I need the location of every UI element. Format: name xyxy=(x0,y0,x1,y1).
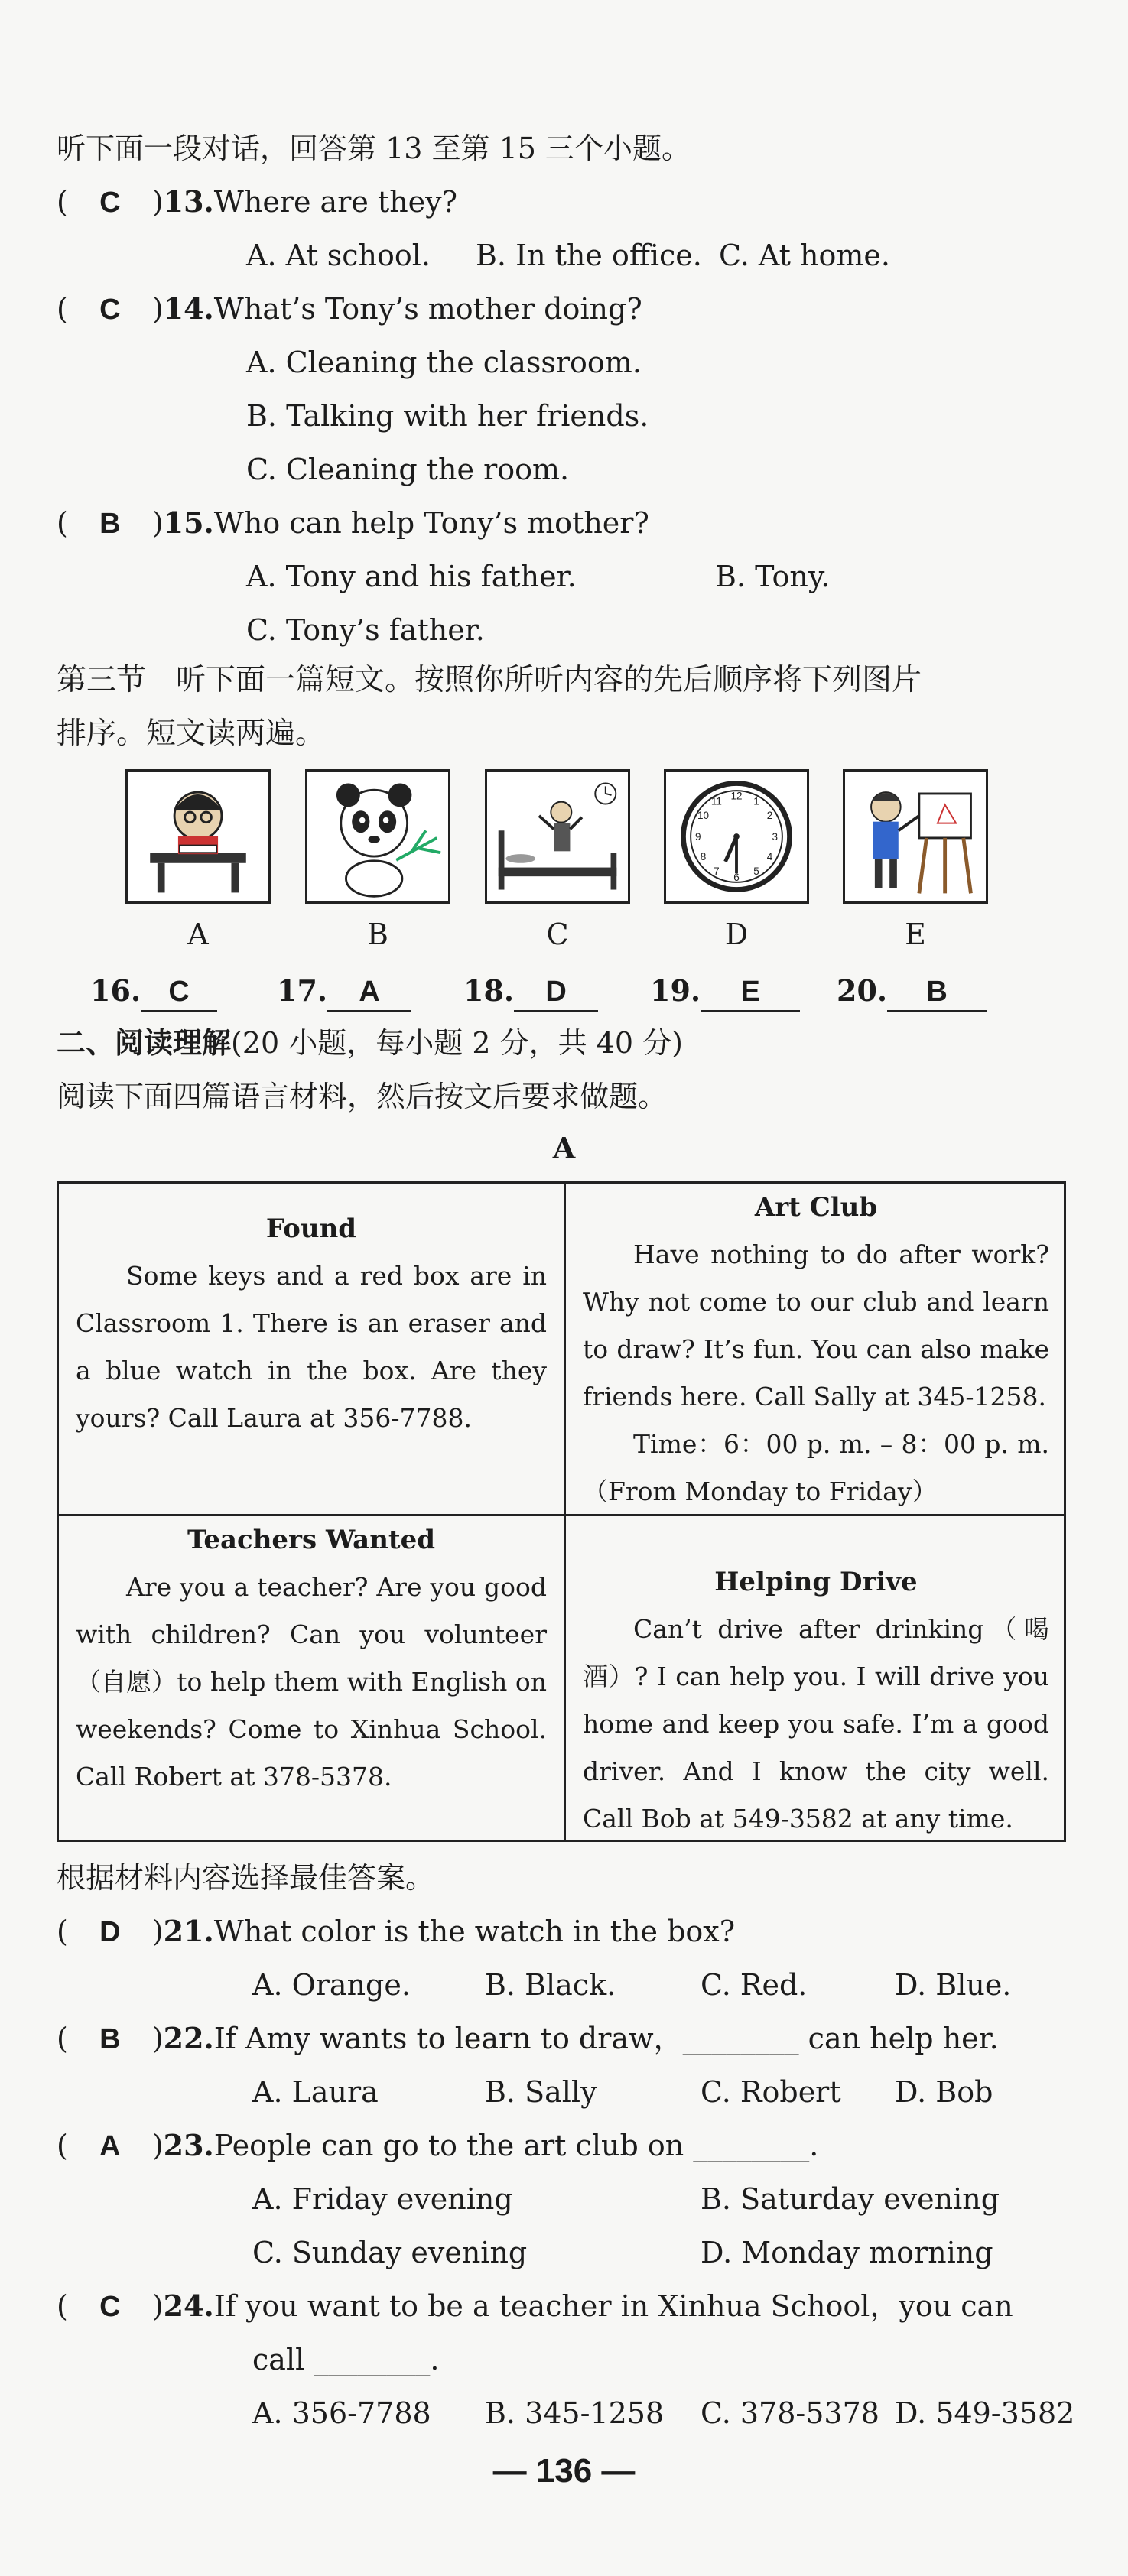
svg-text:10: 10 xyxy=(697,809,710,821)
option-21-c: C. Red. xyxy=(701,1968,808,2002)
section3-intro-line1: 第三节 听下面一篇短文。按照你所听内容的先后顺序将下列图片 xyxy=(57,663,922,697)
reading-instruction: 阅读下面四篇语言材料，然后按文后要求做题。 xyxy=(57,1080,668,1113)
notice-art-club-time: Time：6：00 p. m. – 8：00 p. m.（From Monday to Friday） xyxy=(583,1429,1049,1506)
question-14: ( C )14.What’s Tony’s mother doing? xyxy=(57,291,642,328)
stem-21: What color is the watch in the box? xyxy=(213,1915,736,1948)
option-24-a: A. 356-7788 xyxy=(252,2396,431,2430)
option-23-a: A. Friday evening xyxy=(252,2182,513,2216)
notice-found-title: Found xyxy=(265,1213,357,1244)
option-24-c: C. 378-5378 xyxy=(701,2396,879,2430)
picture-label-a: A xyxy=(187,918,209,951)
picture-boy-waking-up xyxy=(485,769,630,904)
blank-18: 18. D xyxy=(463,973,598,1012)
blank-20: 20. B xyxy=(837,973,987,1012)
picture-panda xyxy=(305,769,450,904)
blank-17-answer: A xyxy=(327,973,411,1012)
option-22-b: B. Sally xyxy=(485,2075,597,2109)
svg-text:3: 3 xyxy=(772,830,778,843)
option-15-c: C. Tony’s father. xyxy=(246,613,485,647)
svg-text:11: 11 xyxy=(710,795,722,807)
section3-intro-line2: 排序。短文读两遍。 xyxy=(57,716,326,751)
option-14-a: A. Cleaning the classroom. xyxy=(246,346,642,379)
blank-16-answer: C xyxy=(141,973,217,1012)
notice-teachers-title: Teachers Wanted xyxy=(187,1525,436,1555)
stem-15: Who can help Tony’s mother? xyxy=(213,506,649,540)
choose-instruction: 根据材料内容选择最佳答案。 xyxy=(57,1861,435,1895)
reading-section-title: 二、阅读理解(20 小题，每小题 2 分，共 40 分) xyxy=(57,1025,683,1060)
page-number: — 136 — xyxy=(492,2452,636,2490)
answer-13: C xyxy=(99,187,121,219)
blank-18-answer: D xyxy=(514,973,598,1012)
picture-label-e: E xyxy=(905,918,926,951)
notice-art-club-title: Art Club xyxy=(754,1192,878,1223)
blank-17: 17. A xyxy=(277,973,411,1012)
picture-boy-studying xyxy=(125,769,271,904)
option-14-c: C. Cleaning the room. xyxy=(246,453,570,486)
option-22-c: C. Robert xyxy=(701,2075,841,2109)
option-21-b: B. Black. xyxy=(485,1968,616,2002)
answer-23: A xyxy=(99,2130,121,2162)
svg-text:7: 7 xyxy=(714,866,720,878)
option-23-c: C. Sunday evening xyxy=(252,2236,528,2269)
svg-text:5: 5 xyxy=(753,866,759,878)
option-24-b: B. 345-1258 xyxy=(485,2396,665,2430)
notice-found-body: Some keys and a red box are in Classroom 1. There is an eraser and a blue watch in the box. Are they yours? Call Laura at 356-7788. xyxy=(76,1261,547,1433)
answer-21: D xyxy=(99,1916,121,1948)
svg-text:12: 12 xyxy=(730,790,743,802)
stem-24-line2: call ________. xyxy=(252,2343,440,2376)
question-22: ( B )22.If Amy wants to learn to draw，________ can help her. xyxy=(57,2020,999,2058)
answer-15: B xyxy=(99,508,121,540)
option-21-a: A. Orange. xyxy=(252,1968,411,2002)
notice-art-club-body: Have nothing to do after work? Why not come to our club and learn to draw? It’s fun. You can also make friends here. Call Sally at 345-1258. xyxy=(583,1239,1049,1411)
option-24-d: D. 549-3582 xyxy=(895,2396,1075,2430)
option-15-b: B. Tony. xyxy=(715,560,831,593)
notice-art-club xyxy=(566,1184,1066,1512)
notice-helping-drive xyxy=(566,1558,1066,1841)
picture-label-b: B xyxy=(367,918,388,951)
section-intro-13-15: 听下面一段对话，回答第 13 至第 15 三个小题。 xyxy=(57,132,691,165)
option-13-c: C. At home. xyxy=(719,239,890,272)
option-23-b: B. Saturday evening xyxy=(701,2182,1000,2216)
blank-16: 16. C xyxy=(90,973,217,1012)
notice-drive-title: Helping Drive xyxy=(714,1567,918,1597)
notice-drive-body: Can’t drive after drinking（喝酒）? I can help you. I will drive you home and keep you safe. I’m a good driver. And I know the city well. Call Bob at 549-3582 at any time. xyxy=(583,1614,1049,1834)
stem-14: What’s Tony’s mother doing? xyxy=(213,292,642,326)
question-13: ( C )13.Where are they? xyxy=(57,184,457,221)
question-24: ( C )24.If you want to be a teacher in Xinhua School，you can xyxy=(57,2288,1013,2325)
notice-found xyxy=(59,1205,564,1511)
notice-teachers-wanted xyxy=(59,1516,564,1841)
blank-19-answer: E xyxy=(701,973,800,1012)
notice-teachers-body: Are you a teacher? Are you good with children? Can you volunteer（自愿）to help them with English on weekends? Come to Xinhua School. Call Robert at 378-5378. xyxy=(76,1572,547,1792)
svg-text:2: 2 xyxy=(766,809,773,821)
option-22-d: D. Bob xyxy=(895,2075,993,2109)
stem-23: People can go to the art club on ________. xyxy=(213,2129,819,2162)
notice-board-table xyxy=(57,1181,1066,1842)
option-21-d: D. Blue. xyxy=(895,1968,1012,2002)
option-13-a: A. At school. xyxy=(246,239,431,272)
svg-text:1: 1 xyxy=(753,795,759,807)
option-13-b: B. In the office. xyxy=(476,239,702,272)
answer-14: C xyxy=(99,294,121,326)
picture-boy-painting xyxy=(843,769,988,904)
option-22-a: A. Laura xyxy=(252,2075,379,2109)
option-23-d: D. Monday morning xyxy=(701,2236,993,2269)
option-15-a: A. Tony and his father. xyxy=(246,560,577,593)
svg-text:4: 4 xyxy=(766,850,773,862)
option-14-b: B. Talking with her friends. xyxy=(246,399,649,433)
passage-label: A xyxy=(552,1131,576,1165)
svg-text:8: 8 xyxy=(700,850,707,862)
picture-clock xyxy=(664,769,809,904)
stem-22: If Amy wants to learn to draw，________ can help her. xyxy=(213,2022,999,2055)
answer-24: C xyxy=(99,2291,121,2323)
svg-text:6: 6 xyxy=(733,871,740,883)
blank-19: 19. E xyxy=(650,973,800,1012)
picture-label-c: C xyxy=(546,918,569,951)
svg-text:9: 9 xyxy=(695,830,701,843)
stem-13: Where are they? xyxy=(213,185,457,219)
question-21: ( D )21.What color is the watch in the box? xyxy=(57,1913,735,1951)
blank-20-answer: B xyxy=(887,973,987,1012)
answer-22: B xyxy=(99,2023,121,2055)
question-15: ( B )15.Who can help Tony’s mother? xyxy=(57,505,649,542)
stem-24-line1: If you want to be a teacher in Xinhua School，you can xyxy=(213,2289,1013,2323)
question-23: ( A )23.People can go to the art club on ________. xyxy=(57,2127,818,2165)
picture-label-d: D xyxy=(724,918,749,951)
